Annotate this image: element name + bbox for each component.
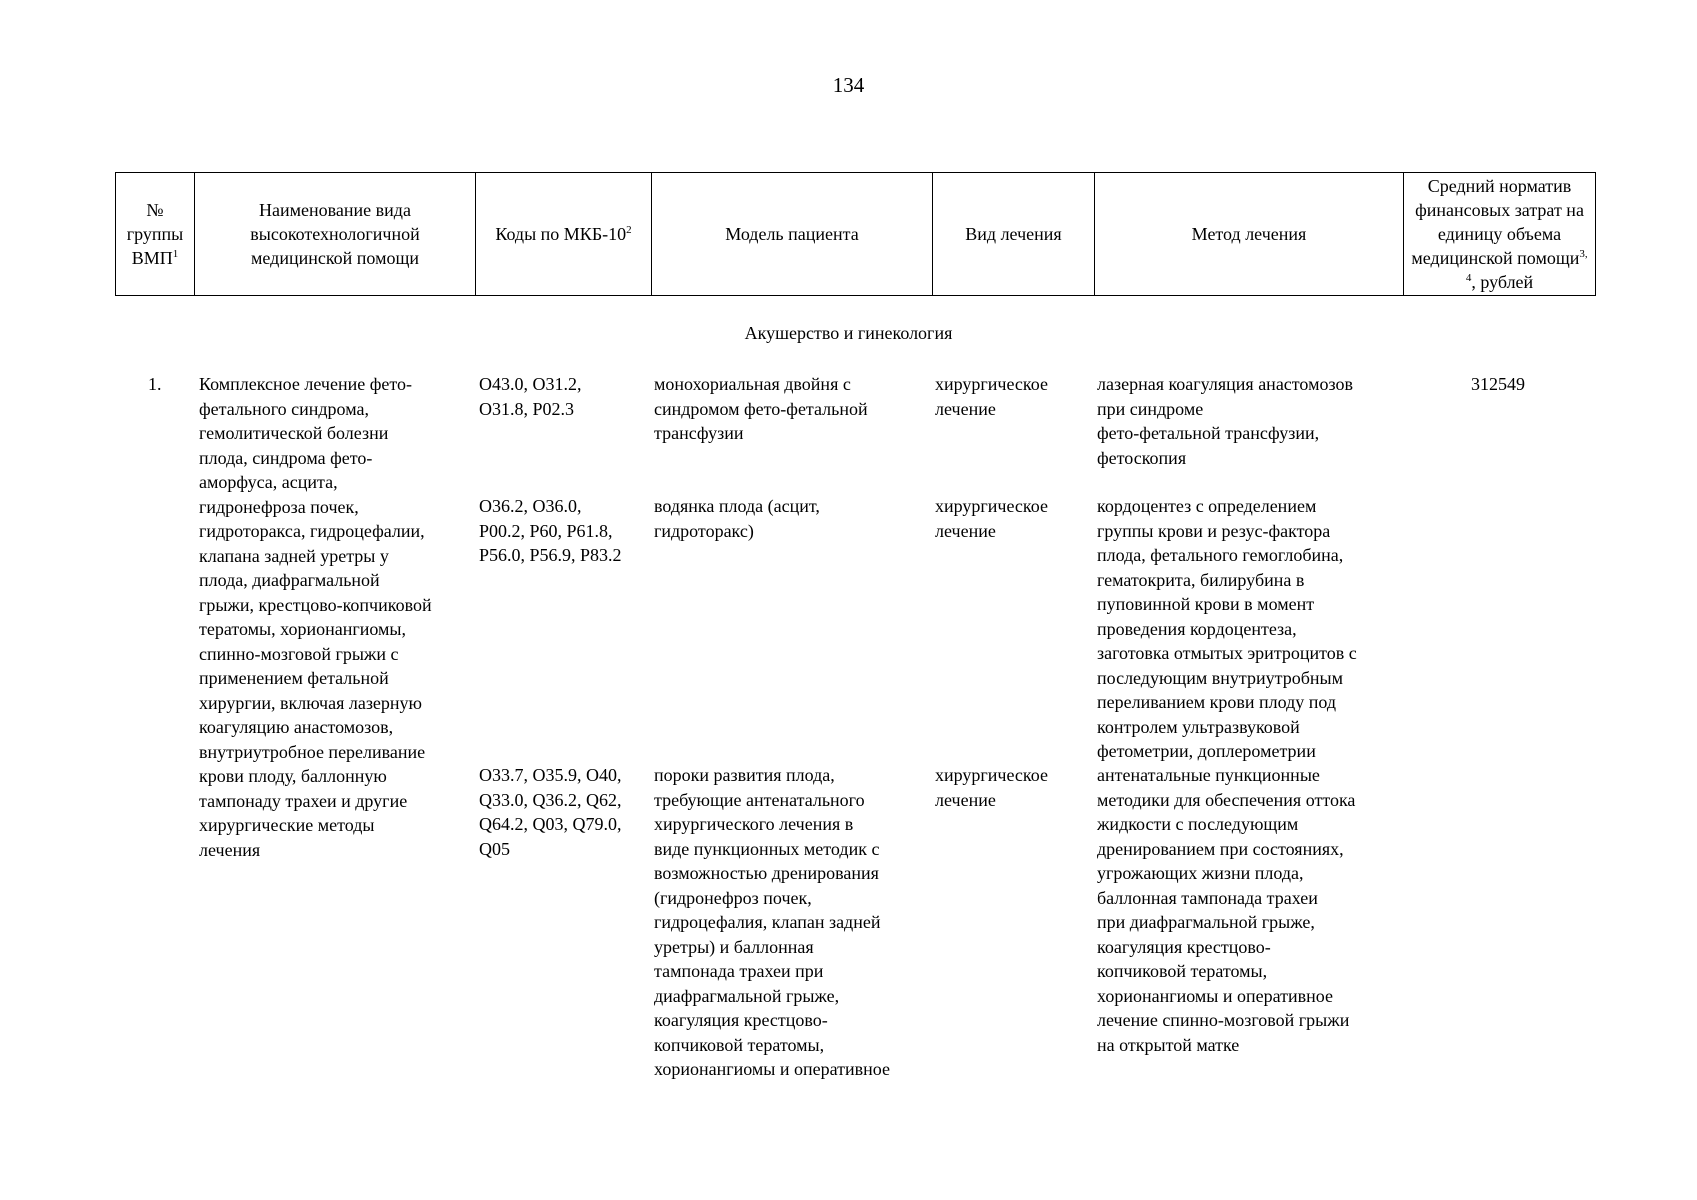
header-name: Наименование вида высокотехнологичной медицинской помощи: [195, 173, 476, 296]
row-number: 1.: [148, 374, 162, 394]
subrow-1-treatment: хирургическое лечение: [935, 374, 1048, 419]
subrow-3-model: пороки развития плода, требующие антенатального хирургического лечения в виде пункционных методик с возможностью дренирования (гидронефроз почек, гидроцефалия, клапан задней уретры) и баллонная тампонада трахеи при диафрагмальной грыже, коагуляция крестцово- копчиковой тератомы, хорионангиомы и оперативное: [654, 765, 890, 1079]
header-treatment-type: Вид лечения: [933, 173, 1095, 296]
subrow-1-model: монохориальная двойня с синдромом фето-фетальной трансфузии: [654, 374, 868, 443]
subrow-2-codes: O36.2, O36.0, P00.2, P60, P61.8, P56.0, P56.9, P83.2: [479, 496, 622, 565]
header-patient-model: Модель пациента: [652, 173, 933, 296]
section-title: Акушерство и гинекология: [744, 323, 953, 343]
subrow-3-treatment: хирургическое лечение: [935, 765, 1048, 810]
row-name: Комплексное лечение фето- фетального синдрома, гемолитической болезни плода, синдрома фето- аморфуса, асцита, гидронефроза почек, гидроторакса, гидроцефалии, клапана задней уретры у плода, диафрагмальной грыжи, крестцово-копчиковой тератомы, хорионангиомы, спинно-мозговой грыжи с применением фетальной хирургии, включая лазерную коагуляцию анастомозов, внутриутробное переливание крови плоду, баллонную тампонаду трахеи и другие хирургические методы лечения: [199, 374, 432, 860]
header-group-number: № группы ВМП$^1$: [116, 173, 195, 296]
subrow-3-method: антенатальные пункционные методики для обеспечения оттока жидкости с последующим дренированием при состояниях, угрожающих жизни плода, баллонная тампонада трахеи при диафрагмальной грыже, коагуляция крестцово- копчиковой тератомы, хорионангиомы и оперативное лечение спинно-мозговой грыжи на открытой матке: [1097, 765, 1356, 1055]
subrow-2-method: кордоцентез с определением группы крови и резус-фактора плода, фетального гемоглобина, гематокрита, билирубина в пуповинной крови в момент проведения кордоцентеза, заготовка отмытых эритроцитов с последующим внутриутробным переливанием крови плоду под контролем ультразвуковой фетометрии, доплерометрии: [1097, 496, 1357, 761]
page-number: 134: [832, 73, 865, 97]
header-cost: Средний норматив финансовых затрат на единицу объема медицинской помощи$^{3, 4}$, рублей: [1404, 173, 1596, 296]
subrow-3-codes: O33.7, O35.9, O40, Q33.0, Q36.2, Q62, Q64.2, Q03, Q79.0, Q05: [479, 765, 622, 859]
subrow-1-codes: O43.0, O31.2, O31.8, P02.3: [479, 374, 582, 419]
subrow-2-treatment: хирургическое лечение: [935, 496, 1048, 541]
header-codes: Коды по МКБ-$10^2$: [476, 173, 652, 296]
subrow-2-model: водянка плода (асцит, гидроторакс): [654, 496, 820, 541]
header-method: Метод лечения: [1095, 173, 1404, 296]
subrow-1-method: лазерная коагуляция анастомозов при синдроме фето-фетальной трансфузии, фетоскопия: [1097, 374, 1353, 468]
table-header: [115, 172, 1596, 296]
row-cost: 312549: [1471, 374, 1525, 394]
